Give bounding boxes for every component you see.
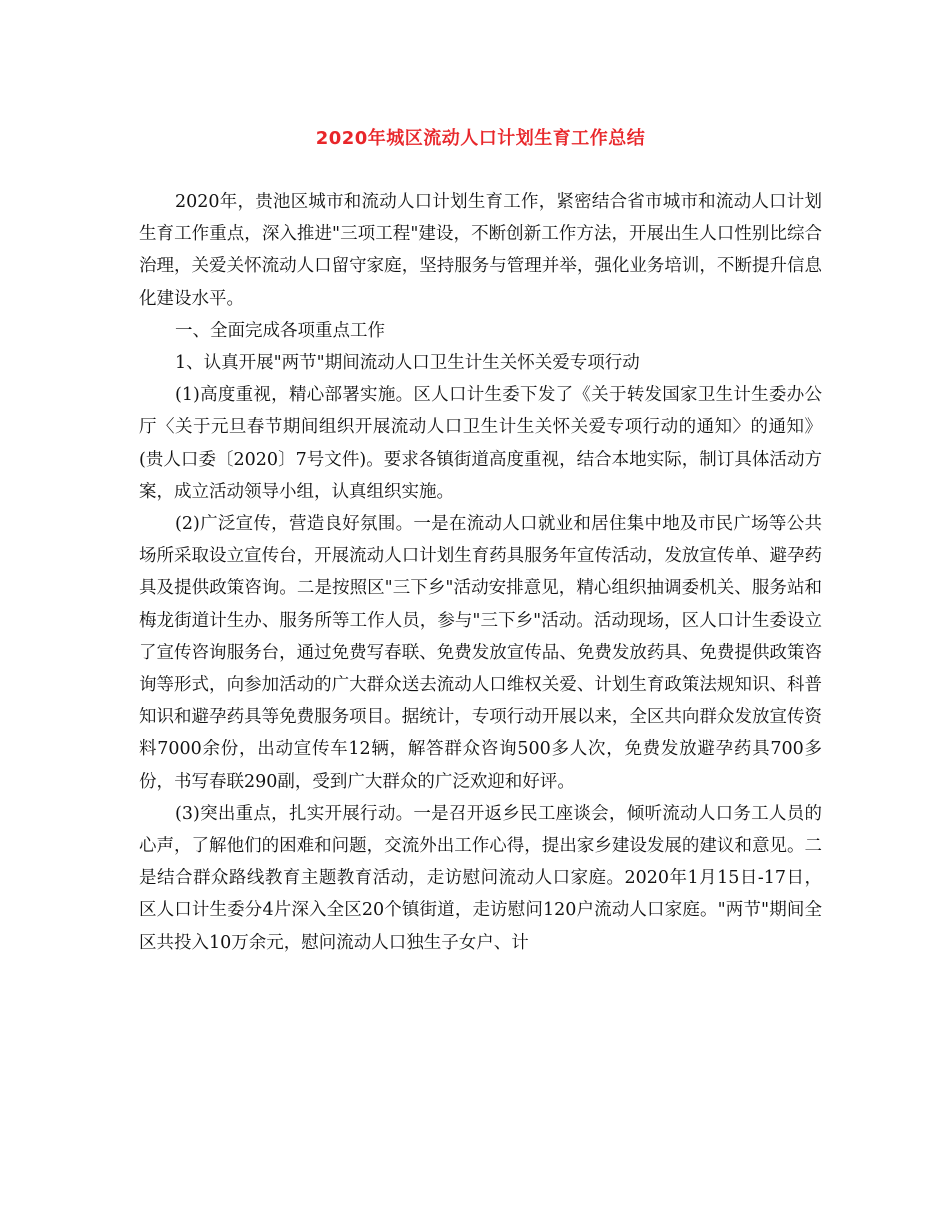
paragraph-point-2: (2)广泛宣传，营造良好氛围。一是在流动人口就业和居住集中地及市民广场等公共场所采取设立宣传台，开展流动人口计划生育药具服务年宣传活动，发放宣传单、避孕药具及提供政策咨询。二是按照区"三下乡"活动安排意见，精心组织抽调委机关、服务站和梅龙街道计生办、服务所等工作人员，参与"三下乡"活动。活动现场，区人口计生委设立了宣传咨询服务台，通过免费写春联、免费发放宣传品、免费发放药具、免费提供政策咨询等形式，向参加活动的广大群众送去流动人口维权关爱、计划生育政策法规知识、科普知识和避孕药具等免费服务项目。据统计，专项行动开展以来，全区共向群众发放宣传资料7000余份，出动宣传车12辆，解答群众咨询500多人次，免费发放避孕药具700多份，书写春联290副，受到广大群众的广泛欢迎和好评。: [139, 514, 822, 792]
paragraph-point-3: (3)突出重点，扎实开展行动。一是召开返乡民工座谈会，倾听流动人口务工人员的心声，了解他们的困难和问题，交流外出工作心得，提出家乡建设发展的建议和意见。二是结合群众路线教育主题教育活动，走访慰问流动人口家庭。2020年1月15日-17日，区人口计生委分4片深入全区20个镇街道，走访慰问120户流动人口家庭。"两节"期间全区共投入10万余元，慰问流动人口独生子女户、计: [139, 803, 822, 953]
document-body: [139, 186, 822, 959]
subsection-heading: 1、认真开展"两节"期间流动人口卫生计生关怀关爱专项行动: [175, 353, 640, 374]
document-title: 2020年城区流动人口计划生育工作总结: [315, 128, 646, 149]
paragraph-point-1: (1)高度重视，精心部署实施。区人口计生委下发了《关于转发国家卫生计生委办公厅〈关于元旦春节期间组织开展流动人口卫生计生关怀关爱专项行动的通知〉的通知》(贵人口委〔2020〕7号文件)。要求各镇街道高度重视，结合本地实际，制订具体活动方案，成立活动领导小组，认真组织实施。: [139, 385, 822, 502]
intro-paragraph: 2020年，贵池区城市和流动人口计划生育工作，紧密结合省市城市和流动人口计划生育工作重点，深入推进"三项工程"建设，不断创新工作方法，开展出生人口性别比综合治理，关爱关怀流动人口留守家庭，坚持服务与管理并举，强化业务培训，不断提升信息化建设水平。: [139, 192, 822, 309]
section-heading: 一、全面完成各项重点工作: [175, 320, 385, 341]
